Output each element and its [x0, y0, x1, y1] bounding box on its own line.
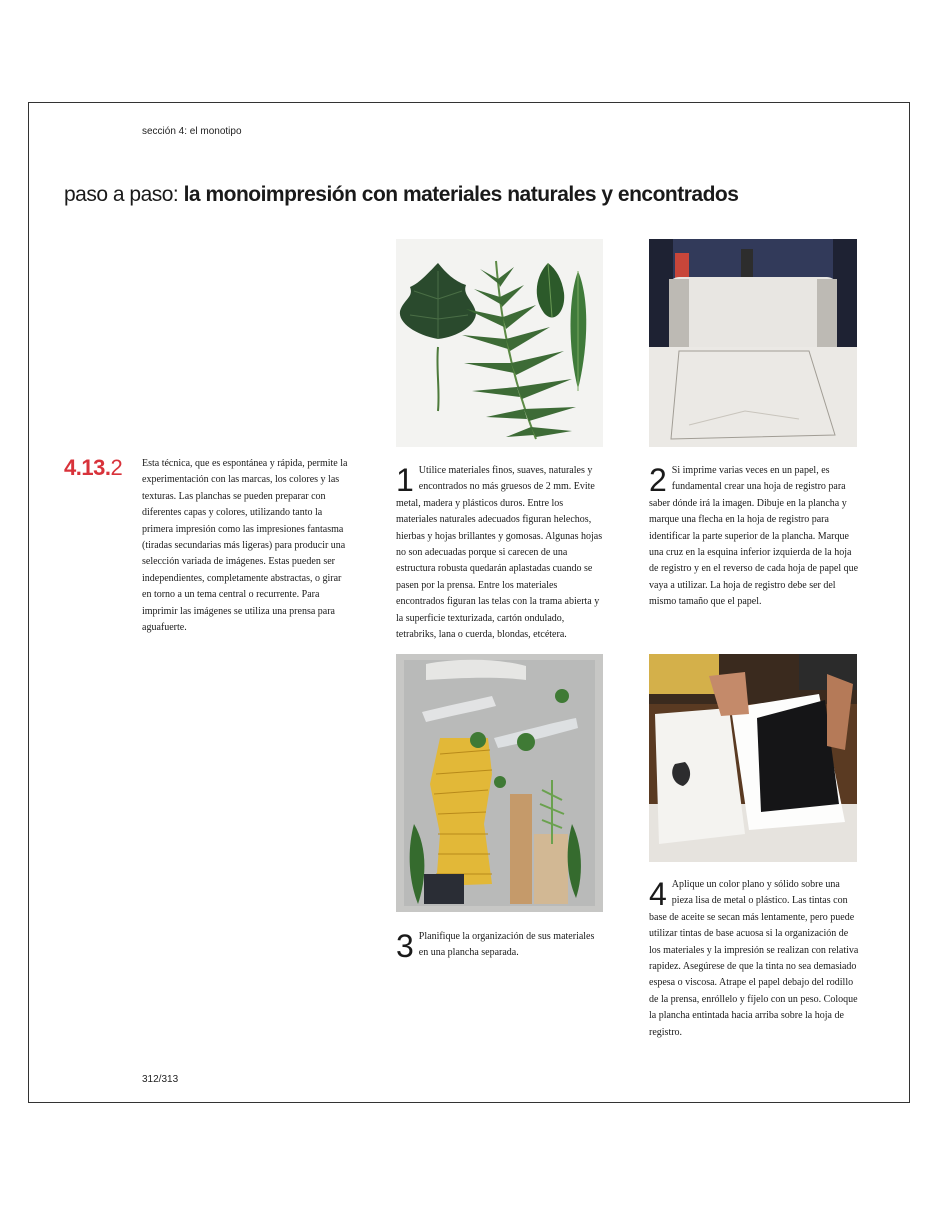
step-2-number: 2: [649, 462, 667, 498]
step-1-text: Utilice materiales finos, suaves, naturales y encontrados no más gruesos de 2 mm. Evite metal, madera y plásticos duros. Entre los materiales naturales adecuados figuran helechos, hierbas y hojas brillantes y gomosas. Algunas hojas no son adecuadas porque si carecen de una estructura robusta quedarán aplastadas cuando se pasen por la prensa. Entre los materiales encontrados figuran las telas con la trama abierta y la superficie texturizada, cartón ondulado, tetrabriks, lana o cuerda, blondas, etcétera.: [396, 465, 603, 641]
step-4-number: 4: [649, 876, 667, 912]
photo-pulling-print: [649, 654, 857, 862]
step-2: [649, 463, 859, 611]
section-number-tail: 2: [110, 455, 123, 480]
step-4-text: Aplique un color plano y sólido sobre una pieza lisa de metal o plástico. Las tintas con base de aceite se secan más lentamente, pero puede utilizar tintas de base acuosa si la organización de los materiales y la impresión se realizan con relativa rapidez. Asegúrese de que la tinta no sea demasiado espesa o viscosa. Atrape el papel debajo del rodillo de la prensa, enróllelo y fíjelo con un peso. Coloque la plancha entintada hacia arriba sobre la hoja de registro.: [649, 879, 859, 1038]
section-label: sección 4: el monotipo: [142, 126, 242, 137]
step-1: [396, 463, 604, 643]
page-folio: 312/313: [142, 1074, 179, 1085]
photo-leaves-and-fern: [396, 239, 603, 447]
page-title: [64, 183, 738, 207]
step-2-text: Si imprime varias veces en un papel, es fundamental crear una hoja de registro para saber dónde irá la imagen. Dibuje en la plancha y marque una flecha en la hoja de registro para identificar la parte superior de la plancha. Marque una cruz en la esquina inferior izquierda de la hoja de registro y en el reverso de cada hoja de papel que vaya a utilizar. La hoja de registro debe ser del mismo tamaño que el papel.: [649, 465, 859, 608]
step-4: [649, 877, 859, 1041]
section-number: [64, 455, 122, 481]
photo-press-roller-paper: [649, 239, 857, 447]
step-3-text: Planifique la organización de sus materiales en una plancha separada.: [418, 931, 595, 959]
photo-materials-arrangement: [396, 654, 603, 912]
section-number-main: 4.13.: [64, 455, 111, 480]
step-3-number: 3: [396, 928, 414, 964]
step-1-number: 1: [396, 462, 414, 498]
intro-paragraph: Esta técnica, que es espontánea y rápida, permite la experimentación con las marcas, los colores y las texturas. Las planchas se pueden preparar con diferentes capas y colores, utilizando tanto la primera impresión como las impresiones fantasma (tiradas secundarias más ligeras) para producir una selección variada de imágenes. Estas pueden ser independientes, completamente abstractas, o girar en torno a un tema central o recurrente. Para imprimir las imágenes se utiliza una prensa para aguafuerte.: [142, 458, 348, 634]
title-prefix: paso a paso:: [64, 183, 184, 206]
step-3: [396, 929, 604, 962]
title-main: la monoimpresión con materiales naturales y encontrados: [183, 183, 739, 206]
